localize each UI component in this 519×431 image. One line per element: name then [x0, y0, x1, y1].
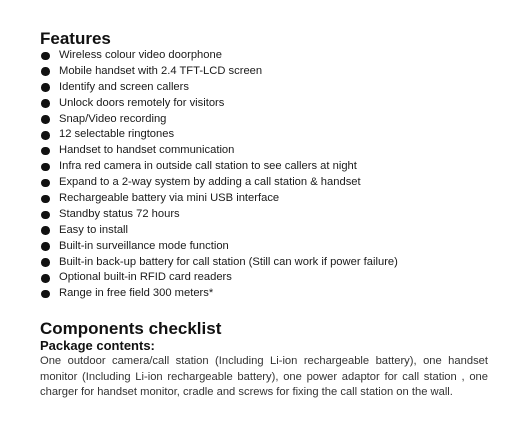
bullet-icon — [41, 290, 50, 299]
bullet-icon — [41, 195, 50, 204]
feature-text: Built-in surveillance mode function — [59, 239, 229, 252]
feature-text: Infra red camera in outside call station to see callers at night — [59, 160, 357, 173]
features-heading: Features — [40, 29, 111, 48]
bullet-icon — [41, 115, 50, 124]
bullet-icon — [41, 67, 50, 76]
package-contents-text: One outdoor camera/call station (Including Li-ion rechargeable battery), one handset monitor (Including Li-ion rechargeable battery), one power adaptor for call station , one charger for handset monitor, cradle and screws for fixing the call station on the wall. — [40, 355, 488, 399]
feature-text: Identify and screen callers — [59, 80, 189, 93]
feature-text: Handset to handset communication — [59, 144, 235, 157]
bullet-icon — [41, 163, 50, 172]
bullet-icon — [41, 242, 50, 251]
feature-text: Optional built-in RFID card readers — [59, 271, 232, 284]
feature-text: Rechargeable battery via mini USB interface — [59, 192, 280, 205]
feature-text: Expand to a 2-way system by adding a call station & handset — [59, 176, 361, 189]
components-checklist-heading: Components checklist — [40, 319, 222, 338]
bullet-icon — [41, 131, 50, 140]
feature-text: Built-in back-up battery for call station (Still can work if power failure) — [59, 255, 398, 268]
bullet-icon — [41, 211, 50, 220]
feature-text: Wireless colour video doorphone — [59, 49, 222, 61]
feature-text: Snap/Video recording — [59, 112, 167, 125]
bullet-icon — [41, 147, 50, 156]
bullet-icon — [41, 83, 50, 92]
feature-text: Standby status 72 hours — [59, 207, 180, 220]
bullet-icon — [41, 179, 50, 188]
bullet-icon — [41, 99, 50, 108]
bullet-icon — [41, 226, 50, 235]
feature-text: 12 selectable ringtones — [59, 128, 175, 141]
bullet-icon — [41, 52, 50, 61]
feature-text: Range in free field 300 meters* — [59, 287, 214, 300]
feature-text: Unlock doors remotely for visitors — [59, 96, 225, 109]
feature-text: Mobile handset with 2.4 TFT-LCD screen — [59, 64, 263, 77]
bullet-icon — [41, 258, 50, 267]
feature-text: Easy to install — [59, 223, 129, 236]
bullet-icon — [41, 274, 50, 283]
package-contents-heading: Package contents: — [40, 338, 155, 353]
